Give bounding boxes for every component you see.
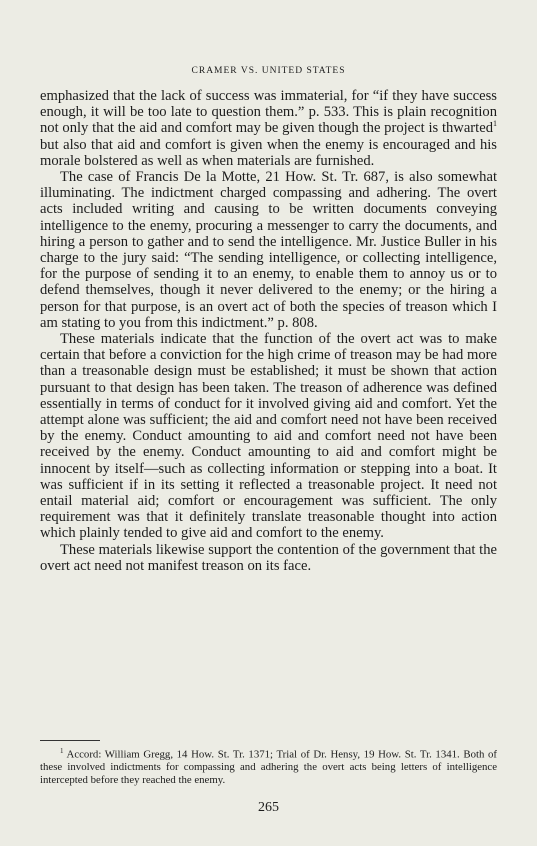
- footnote-marker: 1: [60, 747, 64, 755]
- paragraph-3: These materials indicate that the function of the overt act was to make certain that before a conviction for the high crime of treason may be had more than a treasonable design must be established; it must be shown that action pursuant to that design has been taken. The treason of adherence was defined essentially in terms of conduct for it involved giving aid and comfort. Yet the attempt alone was sufficient; the aid and comfort need not have been received by the enemy. Conduct amounting to aid and comfort need not have been received by the enemy. Conduct amounting to aid and comfort might be innocent by itself—such as collecting information or stepping into a boat. It was sufficient if in its setting it reflected a treasonable project. It need not entail material aid; comfort or encouragement was sufficient. The only requirement was that it definitely translate treasonable thought into action which plainly tended to give aid and comfort to the enemy.: [40, 331, 497, 542]
- paragraph-1: [40, 88, 497, 169]
- footnote-text: Accord: William Gregg, 14 How. St. Tr. 1371; Trial of Dr. Hensy, 19 How. St. Tr. 1341. Both of these involved indictments for compassing and adhering the overt acts being letters of intelligence intercepted before they reached the enemy.: [40, 748, 497, 787]
- footnote-reference: 1: [493, 119, 497, 129]
- paragraph-4: These materials likewise support the contention of the government that the overt act need not manifest treason on its face.: [40, 541, 497, 574]
- running-head: CRAMER VS. UNITED STATES: [191, 66, 346, 76]
- body-text: [40, 88, 497, 574]
- paragraph-1-text-before: emphasized that the lack of success was immaterial, for “if they have success enough, it will be too late to question them.” p. 533. This is plain recognition not only that the aid and comfort may be given though the project is thwarted: [40, 88, 497, 137]
- footnote: [40, 745, 497, 787]
- page-number: 265: [258, 800, 279, 815]
- footnote-divider: [40, 740, 100, 741]
- paragraph-2: The case of Francis De la Motte, 21 How. St. Tr. 687, is also somewhat illuminating. The indictment charged compassing and adhering. The overt acts included writing and causing to be written documents conveying intelligence to the enemy, procuring a messenger to carry the documents, and hiring a person to gather and to send the intelligence. Mr. Justice Buller in his charge to the jury said: “The sending intelligence, or collecting intelligence, for the purpose of sending it to an enemy, to enable them to annoy us or to defend themselves, though it never delivered to the enemy; or the hiring a person for that purpose, is an overt act of both the species of treason which I am stating to you from this indictment.” p. 808.: [40, 169, 497, 331]
- paragraph-1-text-after: but also that aid and comfort is given when the enemy is encouraged and his morale bolstered as well as when materials are furnished.: [40, 136, 497, 169]
